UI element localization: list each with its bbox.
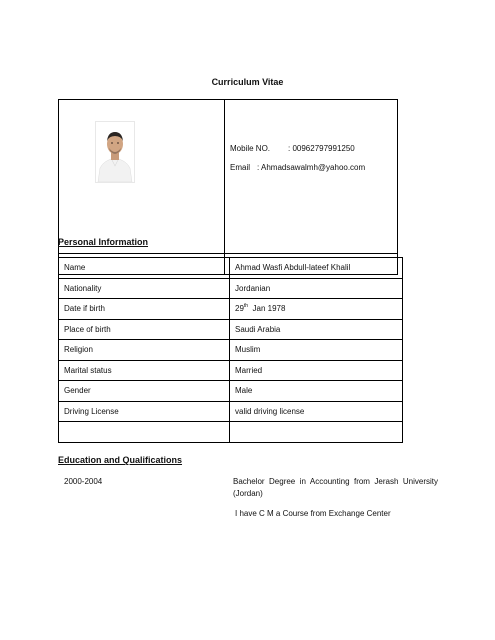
dob-day: 29 <box>235 304 244 314</box>
table-row <box>59 340 403 361</box>
row-value: Ahmad Wasfi Abdull-lateef Khalil <box>230 258 403 279</box>
row-value: Married <box>230 360 403 381</box>
education-years: 2000-2004 <box>64 477 103 486</box>
table-row <box>59 319 403 340</box>
personal-info-heading: Personal Information <box>58 237 149 247</box>
mobile-line <box>230 139 397 158</box>
table-row <box>59 401 403 422</box>
row-label: Name <box>59 258 230 279</box>
table-row <box>59 360 403 381</box>
row-label: Nationality <box>59 278 230 299</box>
email-line <box>230 158 397 177</box>
empty-cell <box>59 422 230 443</box>
table-row <box>59 258 403 279</box>
dob-suffix: th <box>243 303 249 310</box>
table-row-empty <box>59 422 403 443</box>
email-value: : Ahmadsawalmh@yahoo.com <box>257 163 366 172</box>
mobile-label: Mobile NO. <box>230 144 271 153</box>
row-value: Saudi Arabia <box>230 319 403 340</box>
header-table <box>58 99 398 275</box>
row-value: Male <box>230 381 403 402</box>
email-label: Email <box>230 163 251 172</box>
row-label: Religion <box>59 340 230 361</box>
table-row <box>59 299 403 320</box>
education-description: Bachelor Degree in Accounting from Jerash University (Jordan) <box>233 477 438 498</box>
row-label: Marital status <box>59 360 230 381</box>
photo-cell <box>59 100 225 254</box>
row-value: Muslim <box>230 340 403 361</box>
row-value: Jordanian <box>230 278 403 299</box>
dob-rest: Jan 1978 <box>252 304 286 314</box>
education-heading: Education and Qualifications <box>58 455 183 465</box>
qualification-extra: I have C M a Course from Exchange Center <box>235 509 391 518</box>
profile-photo <box>95 121 135 183</box>
document-title: Curriculum Vitae <box>211 77 284 87</box>
table-row <box>59 278 403 299</box>
row-value: valid driving license <box>230 401 403 422</box>
row-label: Date if birth <box>59 299 230 320</box>
table-row <box>59 381 403 402</box>
row-label: Gender <box>59 381 230 402</box>
mobile-value: : 00962797991250 <box>288 144 355 153</box>
personal-info-table <box>58 257 403 443</box>
row-value <box>230 299 403 320</box>
contact-cell <box>225 100 398 254</box>
row-label: Driving License <box>59 401 230 422</box>
empty-cell <box>230 422 403 443</box>
row-label: Place of birth <box>59 319 230 340</box>
